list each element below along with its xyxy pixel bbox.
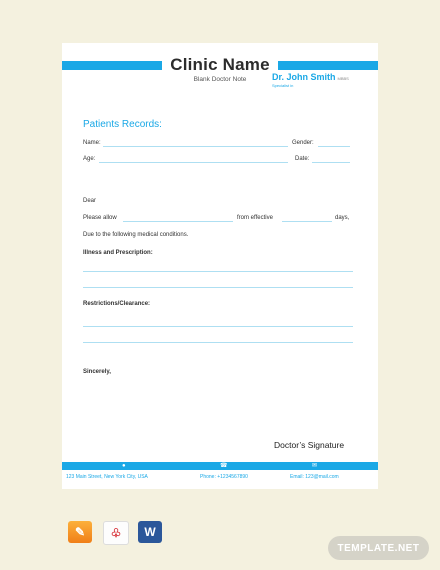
mail-icon: ✉ [312,463,318,469]
illness-line-2[interactable] [83,287,353,288]
template-watermark[interactable]: TEMPLATE.NET [328,536,429,560]
header-bar-left [62,61,162,70]
doctor-name [272,72,349,82]
note-subtitle: Blank Doctor Note [193,76,247,83]
restrictions-heading: Restrictions/Clearance: [83,301,151,307]
footer-bar [62,462,378,470]
records-title: Patients Records: [83,119,162,130]
doctor-specialty: Specialist in [272,83,294,88]
location-pin-icon: ● [122,463,126,469]
pdf-icon[interactable]: ♧ [103,521,129,545]
doctor-suffix: MBBS [337,76,349,81]
effective-label: from effective [237,215,273,221]
gender-field[interactable] [318,146,350,147]
header-bar-right [278,61,378,70]
illness-heading: Illness and Prescription: [83,250,153,256]
date-label: Date: [295,156,310,162]
days-label: days, [335,215,350,221]
doctor-name-text: Dr. John Smith [272,72,336,82]
date-field[interactable] [312,162,350,163]
illness-line-1[interactable] [83,271,353,272]
age-field[interactable] [99,162,288,163]
allow-field[interactable] [123,221,233,222]
effective-field[interactable] [282,221,332,222]
footer-address: 123 Main Street, New York City, USA [66,474,148,480]
name-label: Name: [83,140,101,146]
footer-phone: Phone: +1234567890 [200,474,248,480]
document-page [62,43,378,489]
closing: Sincerely, [83,369,111,375]
pages-icon[interactable]: ✎ [68,521,92,543]
restrictions-line-1[interactable] [83,326,353,327]
greeting: Dear [83,198,97,204]
allow-label: Please allow [83,215,117,221]
gender-label: Gender: [292,140,314,146]
word-icon[interactable]: W [138,521,162,543]
footer-email: Email: 123@mail.com [290,474,339,480]
name-field[interactable] [103,146,288,147]
phone-icon: ☎ [220,463,228,469]
age-label: Age: [83,156,96,162]
clinic-name: Clinic Name [170,55,270,74]
signature-label: Doctor’s Signature [274,440,345,450]
restrictions-line-2[interactable] [83,342,353,343]
conditions-text: Due to the following medical conditions. [83,232,189,238]
